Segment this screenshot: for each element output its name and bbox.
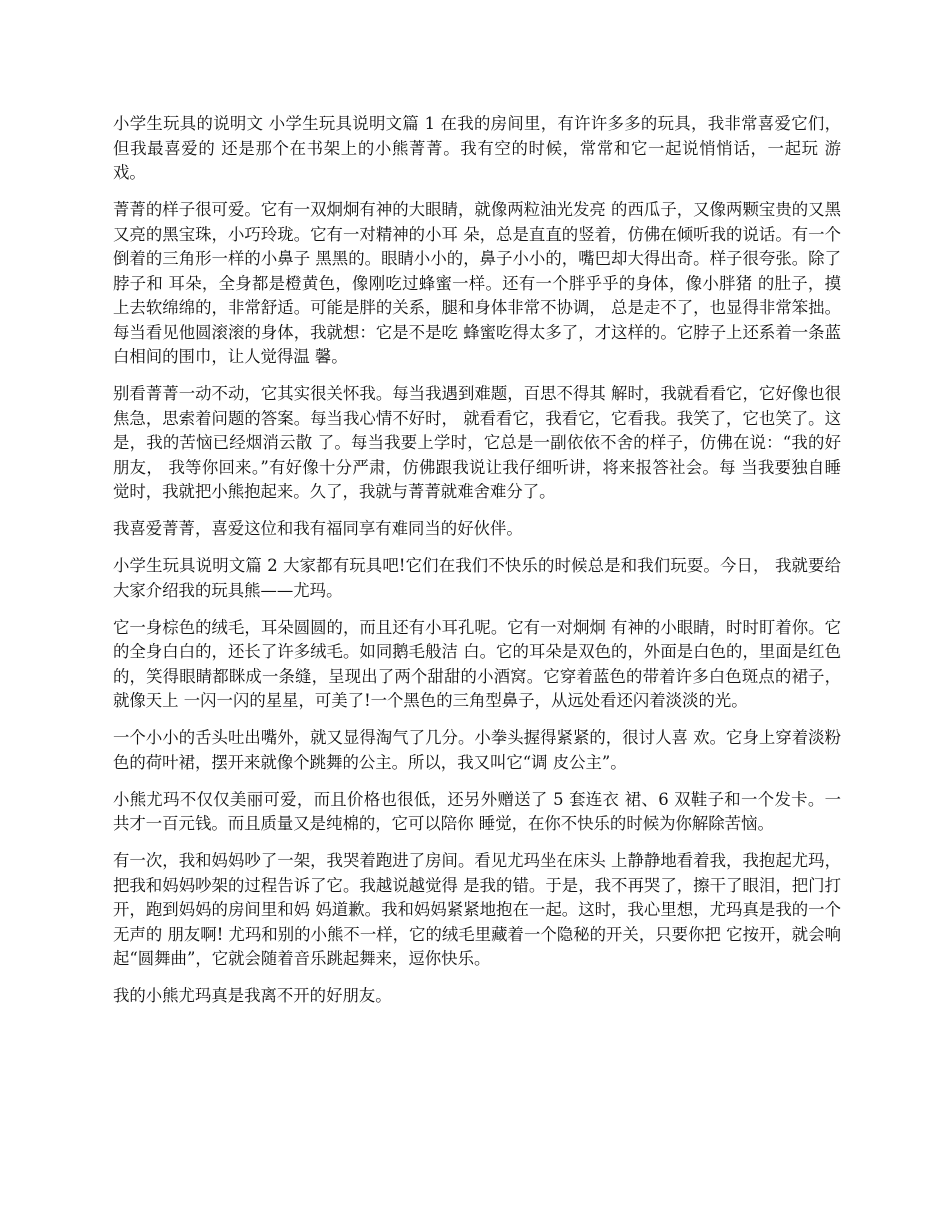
document-body [113, 112, 841, 1021]
paragraph-intro-2: 小学生玩具说明文篇 2 大家都有玩具吧!它们在我们不快乐的时候总是和我们玩耍。今日， 我就要给大家介绍我的玩具熊——尤玛。 [113, 556, 841, 600]
paragraph-appearance: 菁菁的样子很可爱。它有一双炯炯有神的大眼睛，就像两粒油光发亮 的西瓜子，又像两颗宝贵的又黑又亮的黑宝珠，小巧玲珑。它有一对精神的小耳 朵，总是直直的竖着，仿佛在倾听我的说话。有一个倒着的三角形一样的小鼻子 黑黑的。眼睛小小的，鼻子小小的，嘴巴却大得出奇。样子很夸张。除了脖子和 耳朵，全身都是橙黄色，像刚吃过蜂蜜一样。还有一个胖乎乎的身体，像小胖猪 的肚子，摸上去软绵绵的，非常舒适。可能是胖的关系，腿和身体非常不协调， 总是走不了，也显得非常笨拙。每当看见他圆滚滚的身体，我就想：它是不是吃 蜂蜜吃得太多了，才这样的。它脖子上还系着一条蓝白相间的围巾，让人觉得温 馨。 [113, 200, 841, 366]
paragraph-companion: 别看菁菁一动不动，它其实很关怀我。每当我遇到难题，百思不得其 解时，我就看看它，它好像也很焦急，思索着问题的答案。每当我心情不好时， 就看看它，我看它，它看我。我笑了，它也笑了。这是，我的苦恼已经烟消云散 了。每当我要上学时，它总是一副依依不舍的样子，仿佛在说：“我的好朋友， 我等你回来。”有好像十分严肃，仿佛跟我说让我仔细听讲，将来报答社会。每 当我要独自睡觉时，我就把小熊抱起来。久了，我就与菁菁就难舍难分了。 [113, 384, 841, 501]
paragraph-conclusion: 我的小熊尤玛真是我离不开的好朋友。 [113, 986, 392, 1005]
paragraph-price: 小熊尤玛不仅仅美丽可爱，而且价格也很低，还另外赠送了 5 套连衣 裙、6 双鞋子和一个发卡。一共才一百元钱。而且质量又是纯棉的，它可以陪你 睡觉，在你不快乐的时候为你解除苦恼。 [113, 789, 841, 833]
paragraph-tongue: 一个小小的舌头吐出嘴外，就又显得淘气了几分。小拳头握得紧紧的，很讨人喜 欢。它身上穿着淡粉色的荷叶裙，摆开来就像个跳舞的公主。所以，我又叫它“调 皮公主”。 [113, 728, 841, 772]
paragraph-fur: 它一身棕色的绒毛，耳朵圆圆的，而且还有小耳孔呢。它有一对炯炯 有神的小眼睛，时时盯着你。它的全身白白的，还长了许多绒毛。如同鹅毛般洁 白。它的耳朵是双色的，外面是白色的，里面是红色的，笑得眼睛都眯成一条缝，呈现出了两个甜甜的小酒窝。它穿着蓝色的带着许多白色斑点的裙子，就像天上 一闪一闪的星星，可美了!一个黑色的三角型鼻子，从远处看还闪着淡淡的光。 [113, 617, 841, 710]
paragraph-summary-1: 我喜爱菁菁，喜爱这位和我有福同享有难同当的好伙伴。 [113, 519, 523, 538]
paragraph-story: 有一次，我和妈妈吵了一架，我哭着跑进了房间。看见尤玛坐在床头 上静静地看着我，我抱起尤玛，把我和妈妈吵架的过程告诉了它。我越说越觉得 是我的错。于是，我不再哭了，擦干了眼泪，把门打开，跑到妈妈的房间里和妈 妈道歉。我和妈妈紧紧地抱在一起。这时，我心里想，尤玛真是我的一个无声的 朋友啊! 尤玛和别的小熊不一样，它的绒毛里藏着一个隐秘的开关，只要你把 它按开，就会响起“圆舞曲”，它就会随着音乐跳起舞来，逗你快乐。 [113, 851, 841, 968]
paragraph-intro: 小学生玩具的说明文 小学生玩具说明文篇 1 在我的房间里，有许许多多的玩具，我非常喜爱它们，但我最喜爱的 还是那个在书架上的小熊菁菁。我有空的时候，常常和它一起说悄悄话，一起玩 游戏。 [113, 114, 841, 182]
